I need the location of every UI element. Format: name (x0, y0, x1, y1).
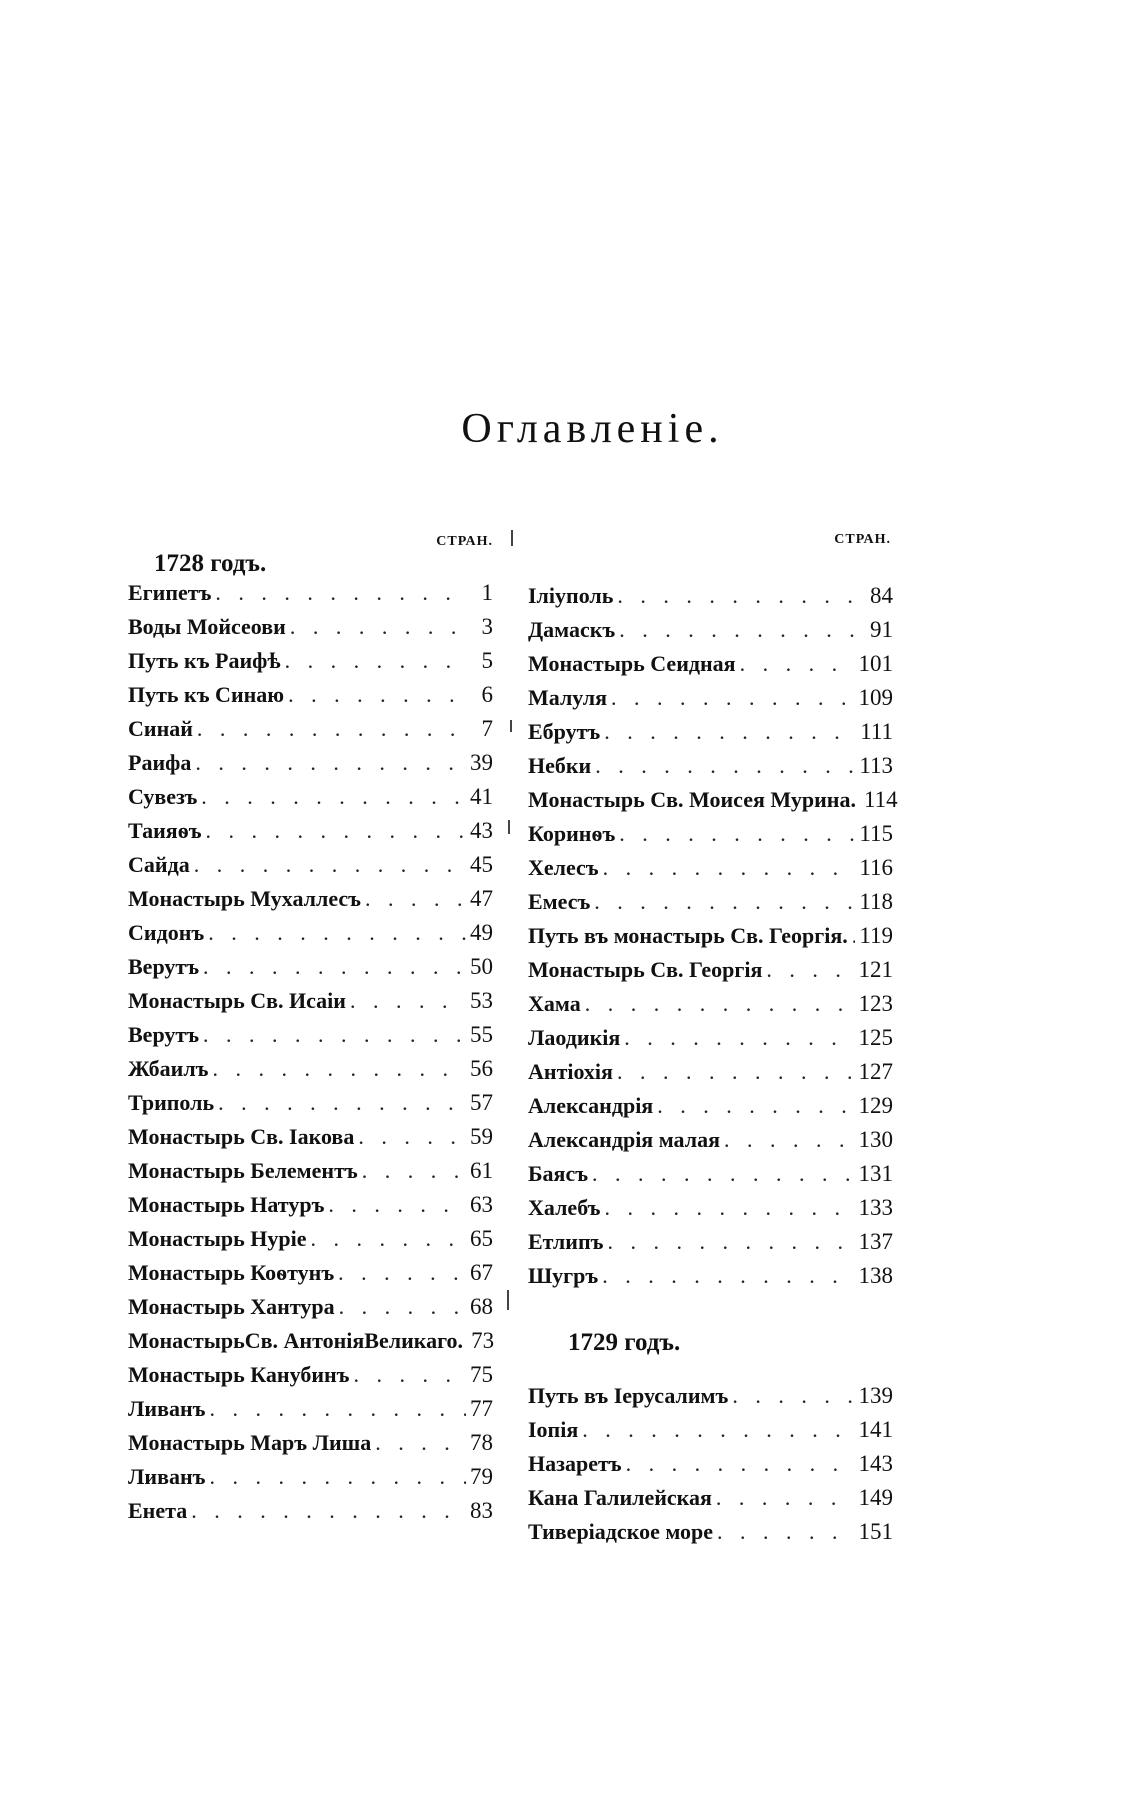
dot-leader (195, 750, 466, 776)
toc-entry-page: 130 (858, 1127, 893, 1152)
toc-entry-title: Баясъ (528, 1161, 589, 1186)
dot-leader (607, 1229, 854, 1255)
dot-leader (358, 1124, 466, 1150)
toc-entry-title: Монастырь Св. Моисея Мурина. (528, 787, 856, 812)
toc-entry-page: 78 (470, 1430, 493, 1455)
toc-entry[interactable] (128, 1056, 493, 1090)
toc-entry-title: Енета (128, 1498, 188, 1523)
toc-entry-page: 43 (470, 818, 493, 843)
toc-entry[interactable] (528, 923, 893, 957)
dot-leader (290, 614, 469, 640)
toc-entry[interactable] (528, 1485, 893, 1519)
toc-entry-page: 125 (858, 1025, 893, 1050)
toc-entry-page: 137 (858, 1229, 893, 1254)
toc-entry[interactable] (128, 784, 493, 818)
toc-entry-title: Монастырь Св. Іакова (128, 1124, 355, 1149)
toc-entry[interactable] (528, 1161, 893, 1195)
dot-leader (350, 988, 466, 1014)
toc-entry-page: 84 (870, 583, 893, 608)
toc-entry-page: 113 (859, 753, 893, 778)
dot-leader (604, 1195, 854, 1221)
dot-leader (365, 886, 466, 912)
dot-leader (328, 1192, 466, 1218)
toc-entry-page: 65 (470, 1226, 493, 1251)
year-heading-1729: 1729 годъ. (568, 1329, 681, 1356)
toc-entry-title: Александрія малая (528, 1127, 720, 1152)
toc-entry-page: 68 (470, 1294, 493, 1319)
toc-entry-title: Верутъ (128, 1022, 200, 1047)
page-column-label: СТРАН. (834, 532, 891, 547)
toc-entry-page: 133 (858, 1195, 893, 1220)
toc-entry-title: Путь въ Іерусалимъ (528, 1383, 729, 1408)
toc-entry-page: 118 (859, 889, 893, 914)
toc-entry[interactable] (128, 1396, 493, 1430)
toc-entry-page: 61 (470, 1158, 493, 1183)
dot-leader (716, 1485, 855, 1511)
toc-entry[interactable] (528, 889, 893, 923)
toc-entry-page: 139 (858, 1383, 893, 1408)
dot-leader (375, 1430, 466, 1456)
toc-entry[interactable] (128, 1158, 493, 1192)
dot-leader (617, 1059, 855, 1085)
dot-leader (209, 1464, 466, 1490)
toc-entry-title: Верутъ (128, 954, 200, 979)
print-mark (508, 820, 510, 834)
right-column-header (528, 528, 893, 583)
dot-leader (852, 923, 856, 949)
toc-entry-title: Ебрутъ (528, 719, 601, 744)
toc-entry[interactable] (528, 1127, 893, 1161)
dot-leader (215, 580, 469, 606)
toc-entry[interactable] (128, 1430, 493, 1464)
toc-entry[interactable] (528, 1451, 893, 1485)
toc-entry[interactable] (128, 886, 493, 920)
toc-entry-page: 77 (470, 1396, 493, 1421)
toc-entry[interactable] (128, 716, 493, 750)
dot-leader (585, 991, 855, 1017)
dot-leader (203, 954, 466, 980)
toc-entry-title: МонастырьСв. АнтоніяВеликаго. (128, 1328, 464, 1353)
dot-leader (213, 1056, 466, 1082)
dot-leader (285, 648, 469, 674)
toc-entry[interactable] (128, 1260, 493, 1294)
print-mark (510, 720, 512, 732)
dot-leader (594, 889, 855, 915)
dot-leader (203, 1022, 466, 1048)
dot-leader (592, 1161, 854, 1187)
dot-leader (288, 682, 469, 708)
dot-leader (582, 1417, 854, 1443)
toc-entry-title: Іопія (528, 1417, 579, 1442)
toc-entry-page: 91 (870, 617, 893, 642)
dot-leader (208, 920, 466, 946)
dot-leader (191, 1498, 466, 1524)
toc-entry[interactable] (528, 1195, 893, 1229)
dot-leader (604, 719, 856, 745)
toc-entry[interactable] (128, 1328, 493, 1362)
toc-entry-page: 6 (481, 682, 493, 707)
toc-entry[interactable] (128, 614, 493, 648)
toc-entry[interactable] (528, 1519, 893, 1553)
toc-entry-title: Египетъ (128, 580, 212, 605)
toc-entry-title: Сидонъ (128, 920, 205, 945)
toc-entry-title: Ливанъ (128, 1464, 206, 1489)
toc-entry-page: 129 (858, 1093, 893, 1118)
dot-leader (626, 1451, 855, 1477)
toc-entry-title: Халебъ (528, 1195, 601, 1220)
toc-entry-page: 121 (858, 957, 893, 982)
page-column-label: СТРАН. (436, 534, 493, 549)
toc-entry[interactable] (128, 1124, 493, 1158)
dot-leader (717, 1519, 854, 1545)
toc-entry[interactable] (128, 818, 493, 852)
toc-entry[interactable] (128, 1226, 493, 1260)
toc-entry-page: 115 (859, 821, 893, 846)
page-title: Оглавленіе. (461, 406, 724, 452)
toc-entry[interactable] (128, 988, 493, 1022)
toc-entry-title: Триполь (128, 1090, 215, 1115)
dot-leader (338, 1260, 466, 1286)
toc-entry-title: Раифа (128, 750, 192, 775)
dot-leader (766, 957, 854, 983)
dot-leader (218, 1090, 466, 1116)
toc-entry[interactable] (528, 1263, 893, 1297)
toc-entry-title: Монастырь Хантура (128, 1294, 335, 1319)
left-entry-list (128, 580, 493, 1532)
toc-entry-page: 5 (481, 648, 493, 673)
dot-leader (619, 821, 855, 847)
toc-entry-title: Назаретъ (528, 1451, 622, 1476)
toc-entry-title: Монастырь Сеидная (528, 651, 736, 676)
toc-entry-title: Монастырь Мухаллесъ (128, 886, 361, 911)
toc-entry-page: 138 (858, 1263, 893, 1288)
toc-entry-title: Небки (528, 753, 592, 778)
toc-entry-page: 101 (858, 651, 893, 676)
toc-entry[interactable] (528, 1417, 893, 1451)
toc-entry-page: 57 (470, 1090, 493, 1115)
toc-entry-page: 59 (470, 1124, 493, 1149)
toc-entry-page: 7 (481, 716, 493, 741)
toc-entry-title: Хама (528, 991, 581, 1016)
right-entry-list-1729 (528, 1383, 893, 1553)
toc-entry-page: 53 (470, 988, 493, 1013)
toc-entry-page: 151 (858, 1519, 893, 1544)
dot-leader (603, 855, 856, 881)
toc-entry[interactable] (128, 580, 493, 614)
toc-entry-page: 143 (858, 1451, 893, 1476)
toc-entry[interactable] (128, 954, 493, 988)
toc-entry-page: 67 (470, 1260, 493, 1285)
dot-leader (619, 617, 866, 643)
toc-entry[interactable] (128, 648, 493, 682)
toc-entry[interactable] (528, 685, 893, 719)
year-heading-1728: 1728 годъ. (154, 550, 267, 577)
toc-entry-page: 123 (858, 991, 893, 1016)
toc-entry-page: 127 (858, 1059, 893, 1084)
toc-entry-title: Лаодикія (528, 1025, 621, 1050)
toc-entry[interactable] (528, 1059, 893, 1093)
toc-entry-title: Монастырь Натуръ (128, 1192, 325, 1217)
toc-entry-title: Монастырь Канубинъ (128, 1362, 350, 1387)
toc-left-column (128, 528, 493, 1532)
toc-entry-title: Таияѳъ (128, 818, 202, 843)
toc-entry-title: Монастырь Маръ Лиша (128, 1430, 372, 1455)
toc-entry[interactable] (528, 719, 893, 753)
dot-leader (617, 583, 866, 609)
toc-entry-page: 111 (860, 719, 893, 744)
toc-entry-title: Монастырь Св. Георгія (528, 957, 763, 982)
toc-entry-title: Емесъ (528, 889, 591, 914)
toc-entry-page: 149 (858, 1485, 893, 1510)
toc-right-column (528, 528, 898, 1553)
toc-entry-page: 39 (470, 750, 493, 775)
toc-entry-title: Шугръ (528, 1263, 599, 1288)
dot-leader (339, 1294, 466, 1320)
toc-entry-page: 114 (863, 787, 898, 812)
toc-entry[interactable] (528, 753, 893, 787)
toc-entry-title: Александрія (528, 1093, 654, 1118)
toc-entry-title: Монастырь Белементъ (128, 1158, 358, 1183)
toc-entry-page: 56 (470, 1056, 493, 1081)
toc-entry[interactable] (528, 583, 893, 617)
toc-entry-page: 45 (470, 852, 493, 877)
toc-entry-title: Ливанъ (128, 1396, 206, 1421)
toc-entry-title: Жбаилъ (128, 1056, 209, 1081)
toc-entry-title: Монастырь Св. Исаіи (128, 988, 346, 1013)
dot-leader (732, 1383, 854, 1409)
dot-leader (201, 784, 466, 810)
toc-entry-page: 116 (859, 855, 893, 880)
dot-leader (209, 1396, 466, 1422)
toc-entry-page: 79 (470, 1464, 493, 1489)
toc-entry-title: Воды Мойсеови (128, 614, 286, 639)
right-entry-list (528, 583, 898, 1297)
dot-leader (657, 1093, 854, 1119)
toc-entry-title: Кана Галилейская (528, 1485, 712, 1510)
toc-entry-title: Путь къ Синаю (128, 682, 285, 707)
toc-entry[interactable] (128, 920, 493, 954)
toc-entry-page: 73 (471, 1328, 495, 1353)
toc-entry[interactable] (528, 991, 893, 1025)
left-column-header (128, 528, 493, 580)
toc-entry-title: Хелесъ (528, 855, 599, 880)
dot-leader (624, 1025, 854, 1051)
toc-entry-title: Етлипъ (528, 1229, 604, 1254)
year-heading-block (528, 1321, 893, 1383)
toc-entry-page: 63 (470, 1192, 493, 1217)
toc-entry[interactable] (528, 855, 893, 889)
dot-leader (611, 685, 855, 711)
toc-entry[interactable] (128, 682, 493, 716)
dot-leader (194, 852, 466, 878)
toc-entry-page: 47 (470, 886, 493, 911)
toc-entry-title: Тиверіадское море (528, 1519, 714, 1544)
toc-entry[interactable] (528, 957, 893, 991)
toc-entry-title: Іліуполь (528, 583, 614, 608)
toc-entry[interactable] (128, 1294, 493, 1328)
toc-entry-page: 75 (470, 1362, 493, 1387)
dot-leader (362, 1158, 466, 1184)
toc-entry-page: 131 (858, 1161, 893, 1186)
toc-entry-title: Малуля (528, 685, 607, 710)
toc-entry[interactable] (528, 1025, 893, 1059)
toc-entry-title: Путь къ Раифѣ (128, 648, 281, 673)
toc-entry-page: 83 (470, 1498, 493, 1523)
toc-entry-page: 141 (858, 1417, 893, 1442)
toc-entry-title: Антіохія (528, 1059, 613, 1084)
toc-entry-page: 55 (470, 1022, 493, 1047)
toc-entry[interactable] (528, 1229, 893, 1263)
print-mark (507, 1290, 509, 1310)
toc-entry-page: 119 (859, 923, 893, 948)
dot-leader (354, 1362, 467, 1388)
toc-entry[interactable] (528, 1093, 893, 1127)
dot-leader (311, 1226, 467, 1252)
toc-entry[interactable] (128, 1464, 493, 1498)
toc-entry[interactable] (128, 852, 493, 886)
dot-leader (206, 818, 466, 844)
toc-entry-page: 1 (481, 580, 493, 605)
toc-entry-title: Коринѳъ (528, 821, 616, 846)
toc-entry-title: Синай (128, 716, 193, 741)
toc-entry[interactable] (528, 1383, 893, 1417)
toc-entry-title: Путь въ монастырь Св. Георгія. (528, 923, 848, 948)
toc-entry-title: Дамаскъ (528, 617, 616, 642)
toc-entry[interactable] (128, 1090, 493, 1124)
toc-entry[interactable] (128, 1022, 493, 1056)
toc-entry-page: 3 (481, 614, 493, 639)
print-mark (511, 530, 513, 546)
toc-entry[interactable] (128, 1362, 493, 1396)
dot-leader (595, 753, 855, 779)
dot-leader (197, 716, 469, 742)
toc-entry-page: 49 (470, 920, 493, 945)
toc-entry[interactable] (128, 750, 493, 784)
toc-entry[interactable] (128, 1192, 493, 1226)
toc-entry-title: Сайда (128, 852, 190, 877)
toc-entry-title: Сувезъ (128, 784, 198, 809)
dot-leader (602, 1263, 854, 1289)
toc-entry[interactable] (528, 821, 893, 855)
dot-leader (724, 1127, 855, 1153)
toc-entry-page: 50 (470, 954, 493, 979)
toc-entry-page: 109 (858, 685, 893, 710)
toc-entry[interactable] (528, 787, 898, 821)
toc-entry[interactable] (528, 651, 893, 685)
toc-entry-title: Монастырь Нуріе (128, 1226, 307, 1251)
toc-entry[interactable] (128, 1498, 493, 1532)
dot-leader (740, 651, 855, 677)
toc-entry-title: Монастырь Коѳтунъ (128, 1260, 335, 1285)
toc-entry[interactable] (528, 617, 893, 651)
toc-entry-page: 41 (470, 784, 493, 809)
